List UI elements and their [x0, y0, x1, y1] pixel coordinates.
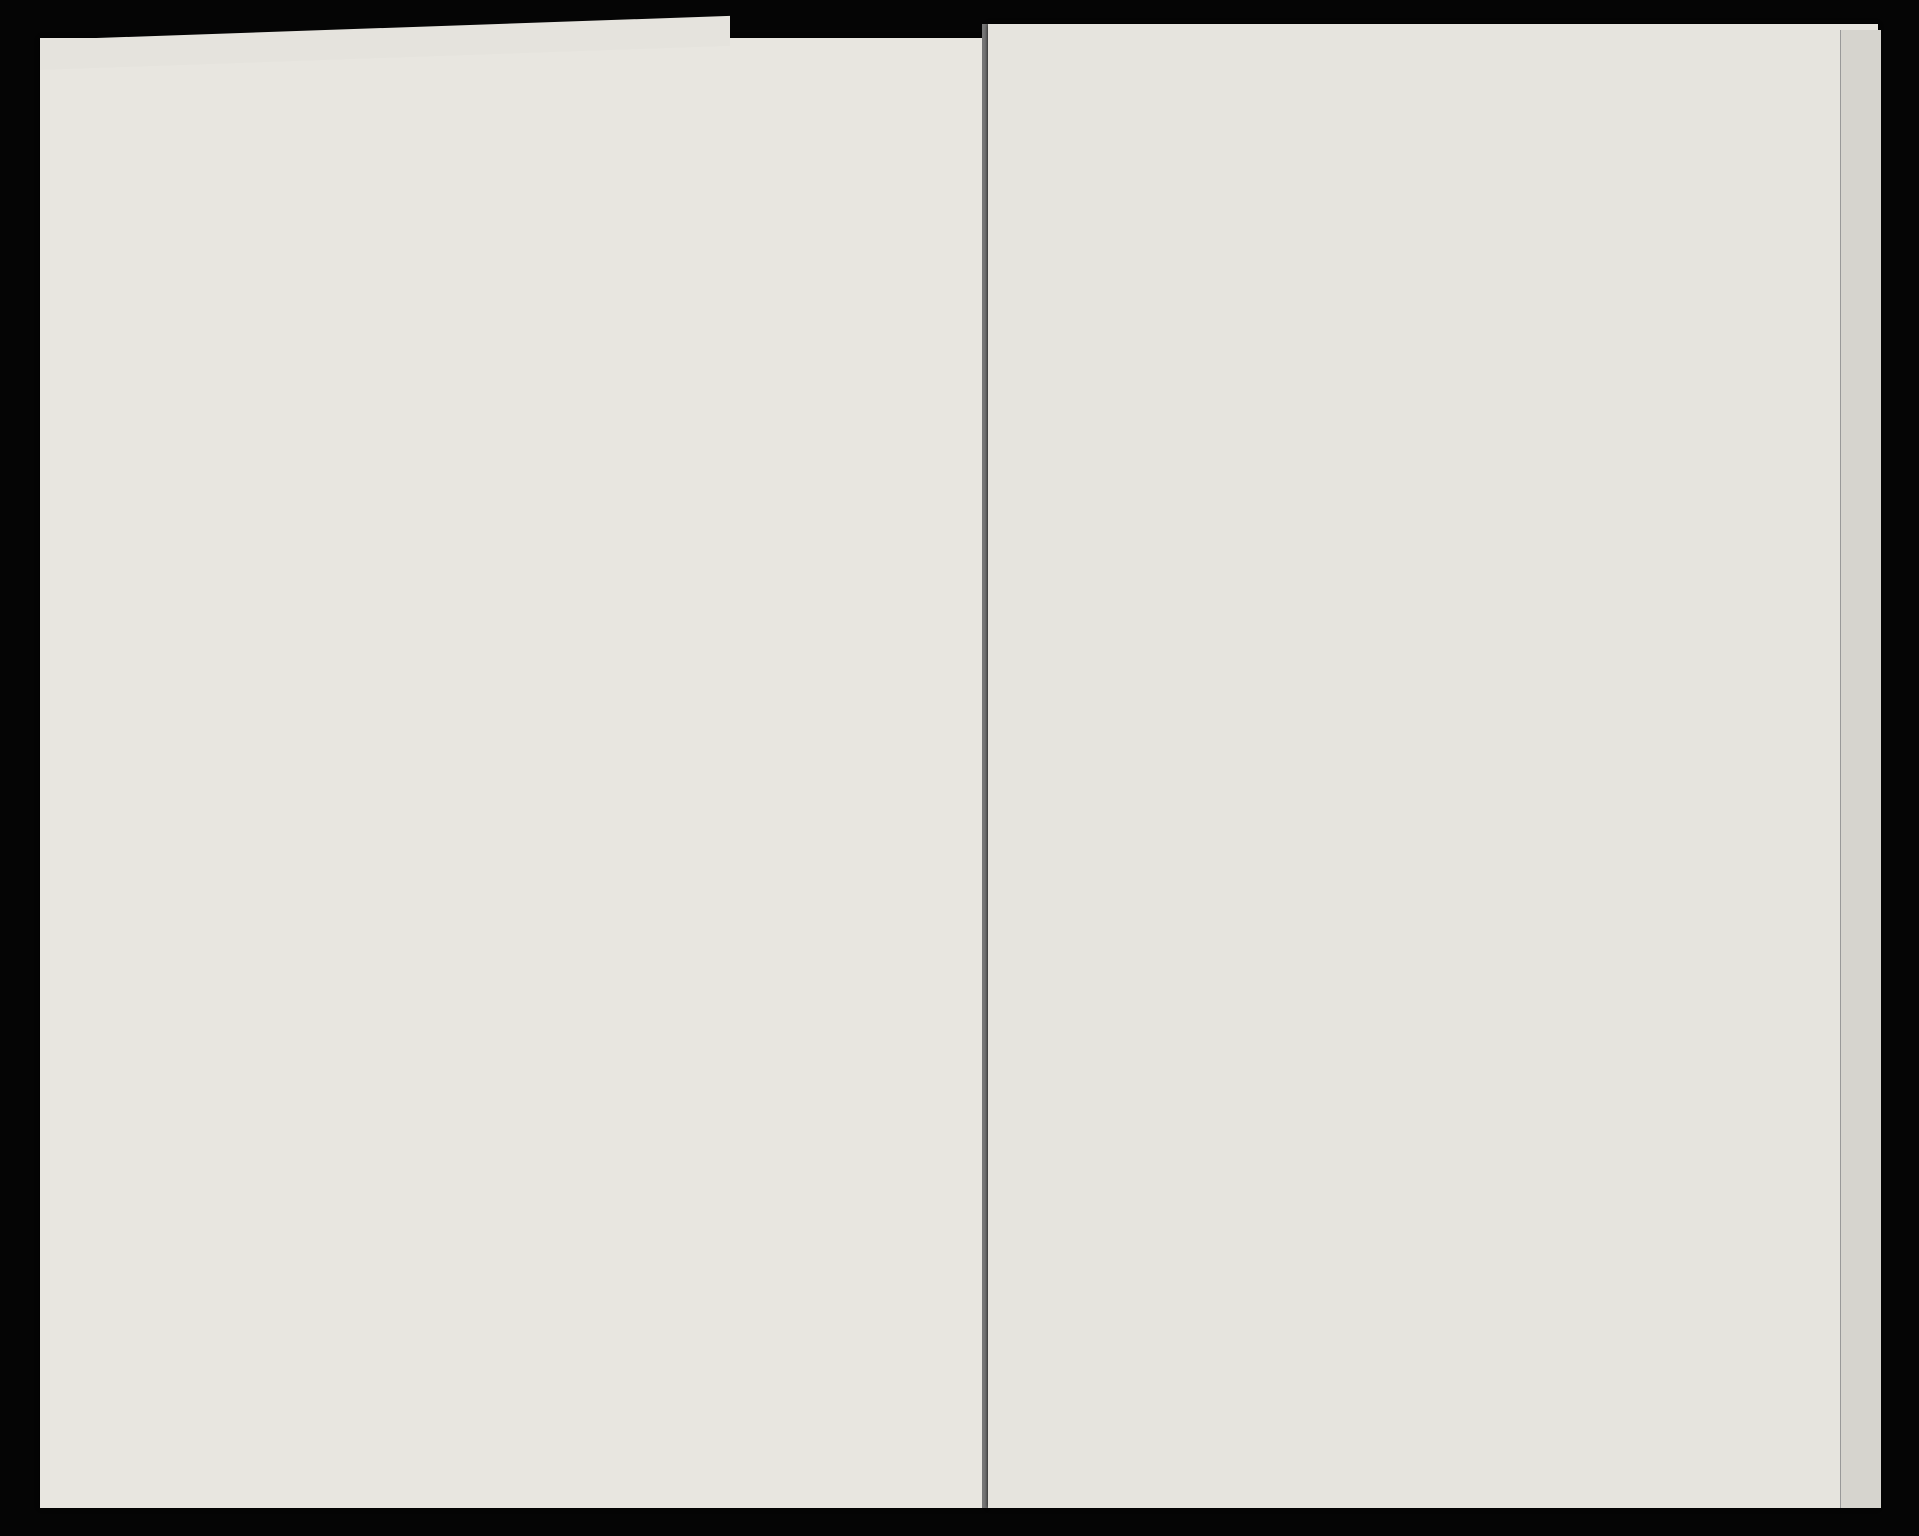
- left-page: [40, 38, 986, 1508]
- right-page-edges: [1840, 30, 1881, 1508]
- right-page: [988, 24, 1878, 1508]
